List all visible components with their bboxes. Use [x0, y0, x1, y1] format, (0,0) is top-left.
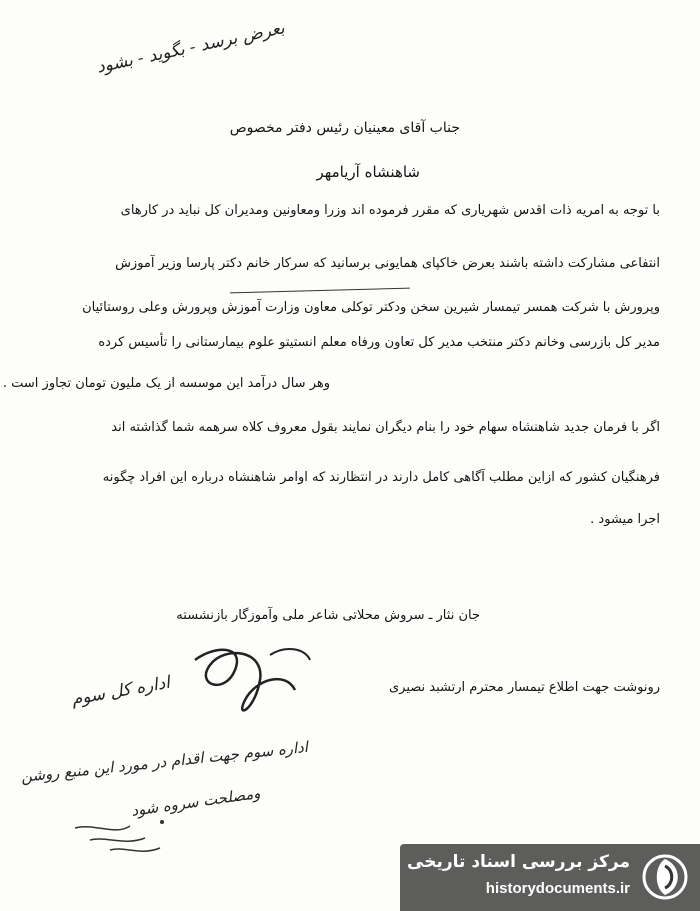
body-line-8: اجرا میشود . [590, 512, 660, 527]
handwritten-instruction-line-2: ومصلحت سروه شود [130, 783, 262, 820]
body-line-2: انتفاعی مشارکت داشته باشند بعرض خاکپای همایونی برسانید که سرکار خانم دکتر پارسا وزیر آموزش [115, 256, 660, 271]
body-line-5: وهر سال درآمد این موسسه از یک ملیون تومان تجاوز است . [2, 376, 330, 391]
watermark-title: مرکز بررسی اسناد تاریخی [407, 852, 630, 872]
addressee-line: جناب آقای معینیان رئیس دفتر مخصوص [229, 120, 460, 136]
handwritten-initials [70, 808, 180, 863]
body-line-3: وپرورش با شرکت همسر تیمسار شیرین سخن ودکتر توکلی معاون وزارت آموزش وپرورش وعلی روستائیان [82, 300, 660, 315]
copy-note: رونوشت جهت اطلاع تیمسار محترم ارتشبد نصیری [388, 680, 660, 695]
body-line-6: اگر با فرمان جدید شاهنشاه سهام خود را بنام دیگران نمایند بقول معروف کلاه سرهمه شما گذاشته اند [111, 420, 660, 435]
salutation-heading: شاهنشاه آریامهر [316, 163, 420, 181]
watermark-box [400, 844, 700, 911]
body-line-1: با توجه به امریه ذات اقدس شهریاری که مقرر فرموده اند وزرا ومعاونین ومدیران کل نباید در کارهای [120, 203, 660, 218]
handwritten-signature-scrawl [175, 640, 325, 730]
signature-line: جان نثار ـ سروش محلاتی شاعر ملی وآموزگار بازنشسته [176, 608, 480, 623]
handwritten-instruction-line-1: اداره سوم جهت اقدام در مورد این منبع روشن [20, 737, 309, 786]
watermark-logo-icon [642, 854, 688, 900]
handwritten-department-note: اداره کل سوم [70, 672, 172, 710]
handwritten-margin-note: بعرض برسد - بگوید - بشود [95, 18, 287, 78]
body-line-4: مدیر کل بازرسی وخانم دکتر منتخب مدیر کل تعاون ورفاه معلم انستیتو علوم بیمارستانی را تأسیس کرده [98, 335, 660, 350]
body-line-7: فرهنگیان کشور که ازاین مطلب آگاهی کامل دارند در انتظارند که اوامر شاهنشاه درباره این افراد چگونه [102, 470, 660, 485]
watermark-url: historydocuments.ir [485, 880, 630, 897]
handwritten-underline [230, 288, 410, 294]
